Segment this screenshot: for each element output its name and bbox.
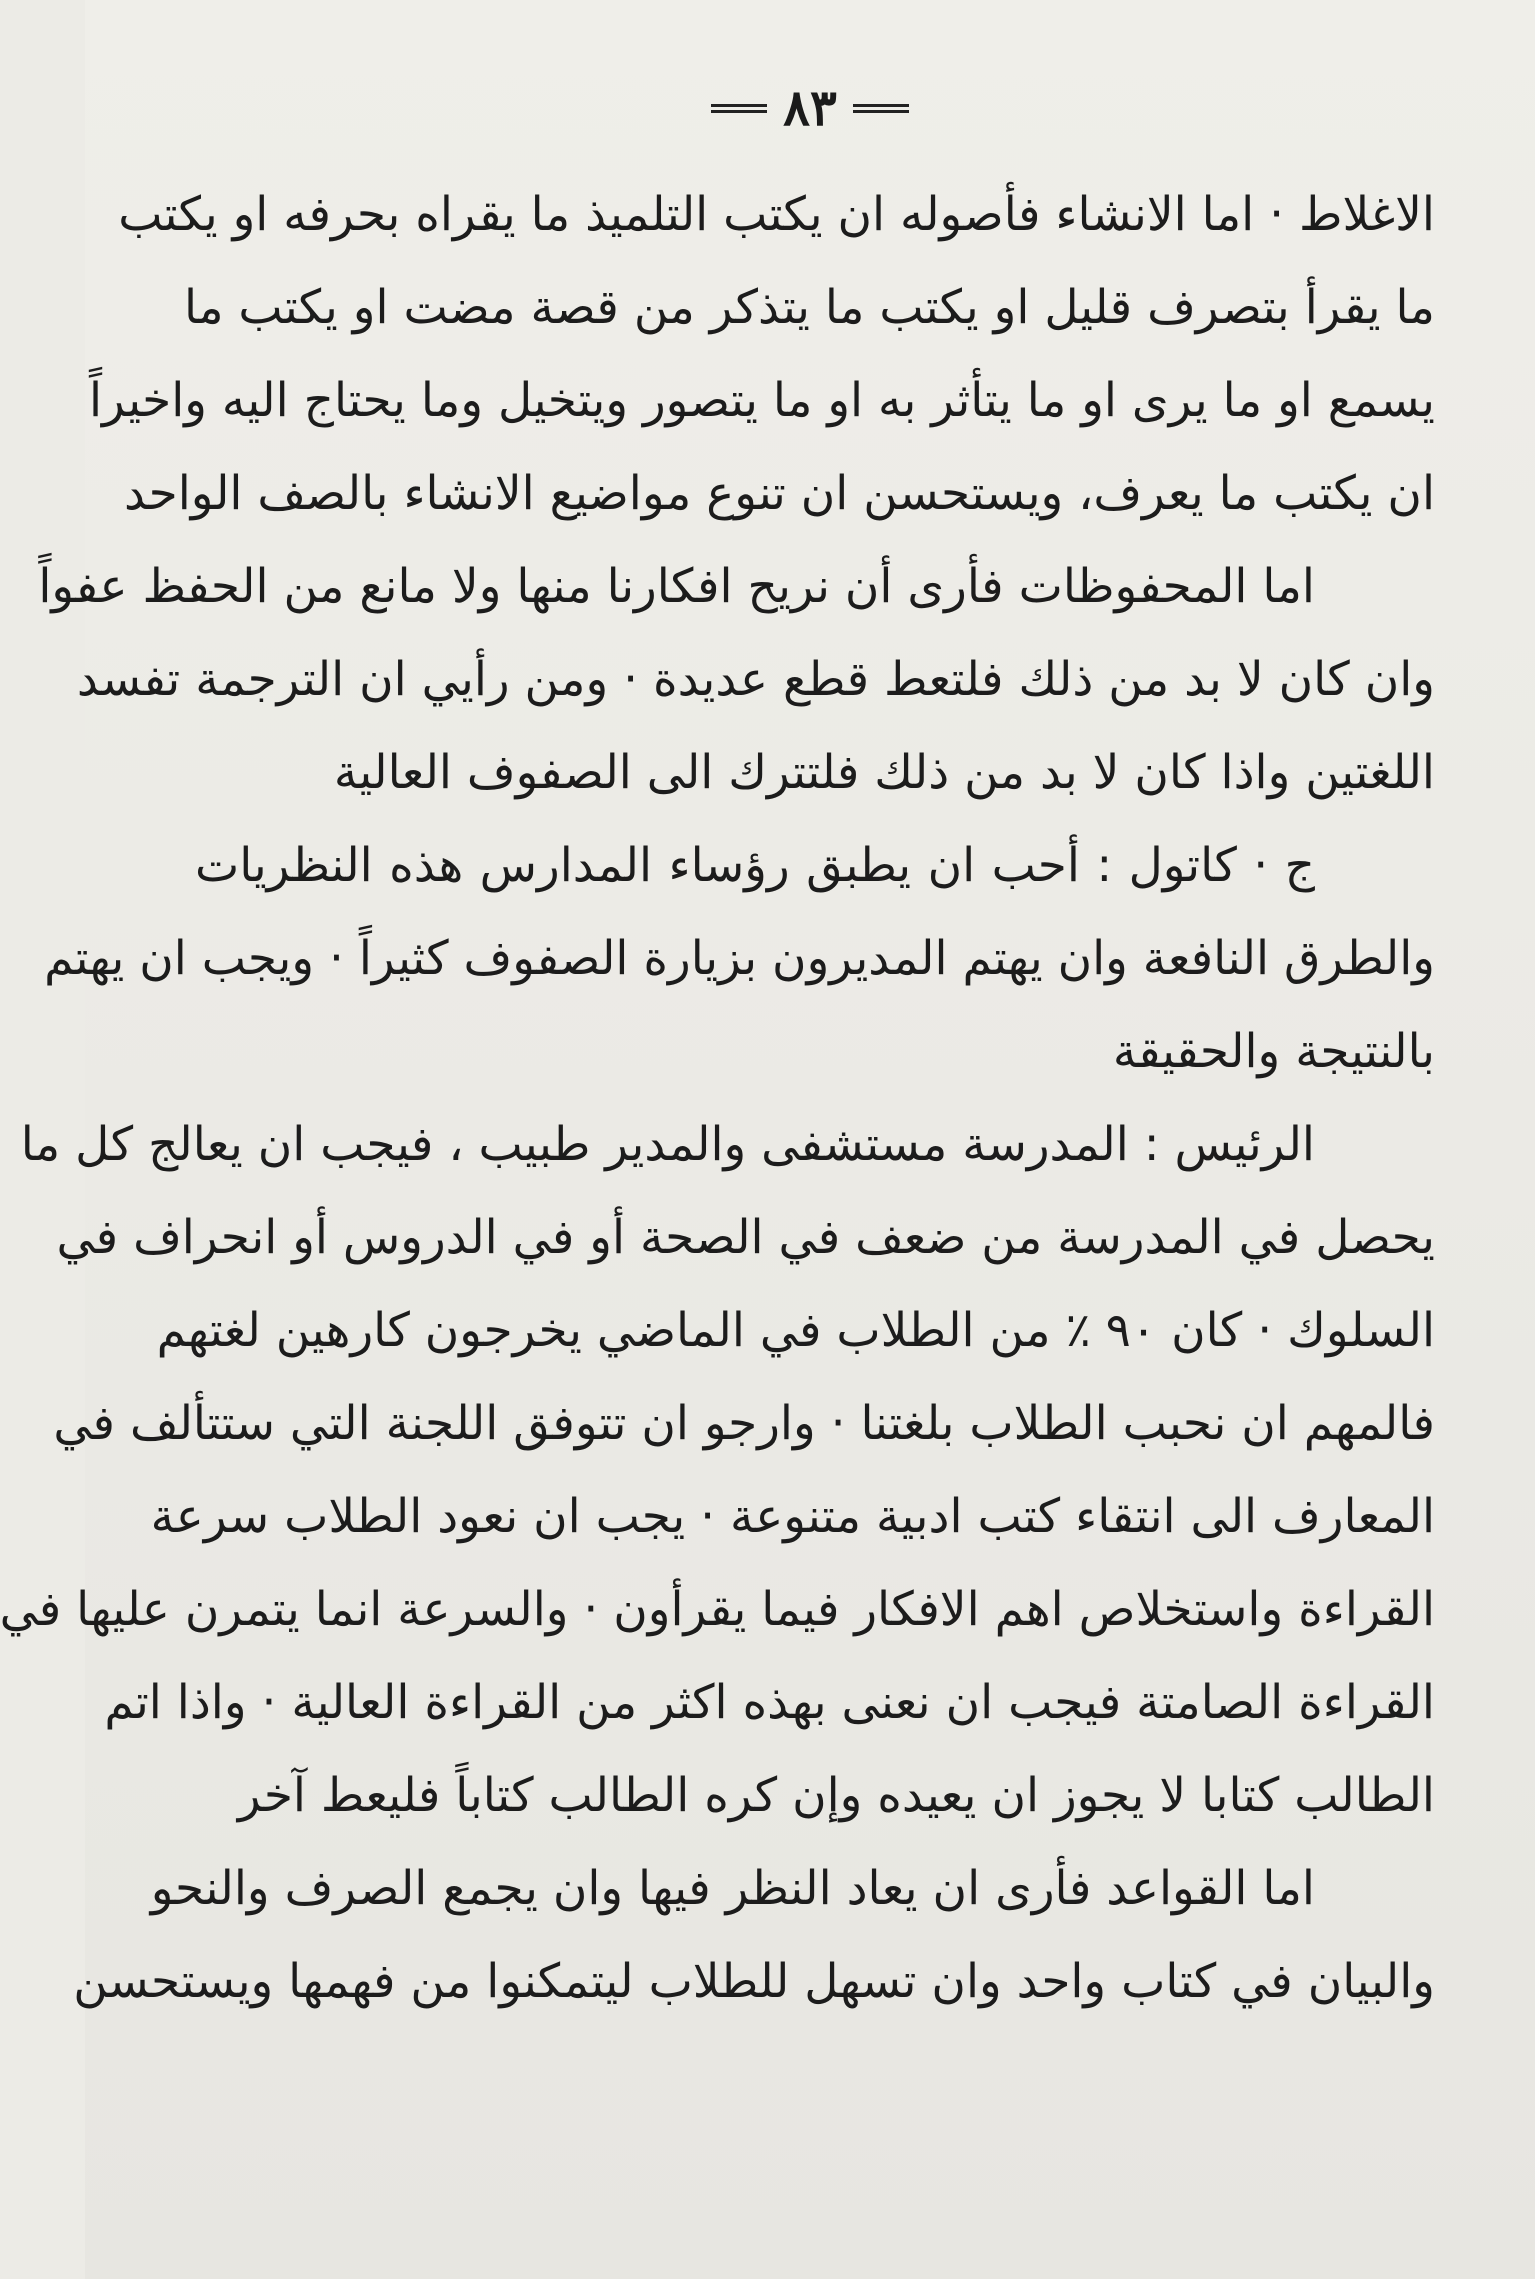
page-header — [85, 78, 1535, 138]
text-line: ان يكتب ما يعرف، ويستحسن ان تنوع مواضيع الانشاء بالصف الواحد — [124, 466, 1435, 521]
text-line: يسمع او ما يرى او ما يتأثر به او ما يتصور ويتخيل وما يحتاج اليه واخيراً — [89, 373, 1435, 428]
page-number: ٨٣ — [783, 78, 837, 137]
left-ornament-rule — [711, 104, 767, 113]
text-line: وان كان لا بد من ذلك فلتعط قطع عديدة · ومن رأيي ان الترجمة تفسد — [76, 652, 1435, 707]
text-line: القراءة الصامتة فيجب ان نعنى بهذه اكثر من القراءة العالية · واذا اتم — [104, 1675, 1435, 1730]
body-text — [0, 168, 1435, 2028]
text-line: اما القواعد فأرى ان يعاد النظر فيها وان يجمع الصرف والنحو — [150, 1861, 1315, 1916]
text-line: ج · كاتول : أحب ان يطبق رؤساء المدارس هذه النظريات — [195, 838, 1315, 893]
text-line: يحصل في المدرسة من ضعف في الصحة أو في الدروس أو انحراف في — [56, 1210, 1435, 1265]
text-line: القراءة واستخلاص اهم الافكار فيما يقرأون · والسرعة انما يتمرن عليها في — [0, 1582, 1435, 1637]
text-line: والطرق النافعة وان يهتم المديرون بزيارة الصفوف كثيراً · ويجب ان يهتم — [44, 931, 1435, 986]
text-line: الطالب كتابا لا يجوز ان يعيده وإن كره الطالب كتاباً فليعط آخر — [237, 1768, 1435, 1823]
text-line: والبيان في كتاب واحد وان تسهل للطلاب ليتمكنوا من فهمها ويستحسن — [73, 1954, 1435, 2009]
text-line: الاغلاط · اما الانشاء فأصوله ان يكتب التلميذ ما يقراه بحرفه او يكتب — [118, 187, 1435, 242]
text-line: المعارف الى انتقاء كتب ادبية متنوعة · يجب ان نعود الطلاب سرعة — [150, 1489, 1435, 1544]
right-ornament-rule — [853, 104, 909, 113]
text-line: اللغتين واذا كان لا بد من ذلك فلتترك الى الصفوف العالية — [333, 745, 1435, 800]
text-line: فالمهم ان نحبب الطلاب بلغتنا · وارجو ان تتوفق اللجنة التي ستتألف في — [53, 1396, 1435, 1451]
text-line: اما المحفوظات فأرى أن نريح افكارنا منها ولا مانع من الحفظ عفواً — [38, 559, 1315, 614]
text-line: الرئيس : المدرسة مستشفى والمدير طبيب ، فيجب ان يعالج كل ما — [20, 1117, 1315, 1172]
text-line: السلوك · كان ٩٠ ٪ من الطلاب في الماضي يخرجون كارهين لغتهم — [156, 1303, 1435, 1358]
text-line: ما يقرأ بتصرف قليل او يكتب ما يتذكر من قصة مضت او يكتب ما — [184, 280, 1435, 335]
text-line: بالنتيجة والحقيقة — [1112, 1024, 1435, 1079]
